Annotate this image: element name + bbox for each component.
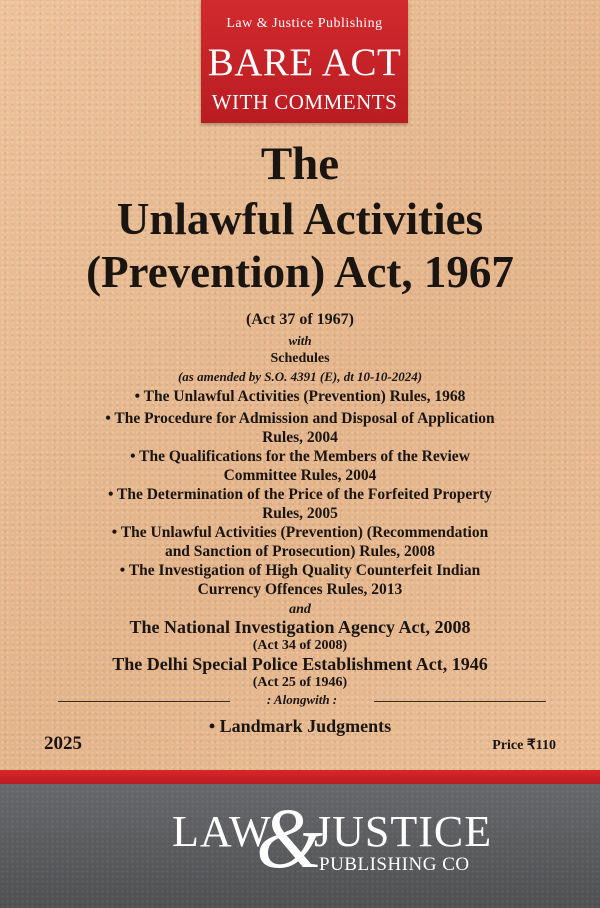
and-label: and (289, 602, 311, 617)
with-label: with (288, 333, 312, 348)
title-line-3: (Prevention) Act, 1967 (86, 247, 514, 297)
schedules-label: Schedules (270, 351, 330, 366)
divider-line-right (374, 701, 546, 702)
title-line-2: Unlawful Activities (116, 194, 484, 244)
landmark-judgments: • Landmark Judgments (208, 716, 392, 736)
banner-publisher: Law & Justice Publishing (226, 16, 383, 31)
banner-with-comments: WITH COMMENTS (211, 90, 398, 114)
rule-line: Committee Rules, 2004 (223, 467, 377, 484)
act-number: (Act 37 of 1967) (246, 311, 354, 328)
dspe-act-number: (Act 25 of 1946) (252, 675, 348, 690)
alongwith-label: : Alongwith : (266, 692, 338, 707)
rule-line: and Sanction of Prosecution) Rules, 2008 (164, 543, 436, 560)
dspe-act: The Delhi Special Police Establishment Act, 1946 (112, 654, 488, 674)
alongwith-divider (58, 692, 546, 710)
footer-red-stripe (0, 770, 600, 784)
rule-line: • The Procedure for Admission and Disposal of Application (105, 410, 495, 427)
amended-note: (as amended by S.O. 4391 (E), dt 10-10-2024) (177, 369, 423, 384)
logo-law: LAW (172, 807, 272, 856)
rule-line: Rules, 2005 (262, 505, 338, 522)
rule-line: Currency Offences Rules, 2013 (197, 581, 403, 598)
publisher-logo (0, 784, 600, 908)
rule-line: • The Unlawful Activities (Prevention) (Recommendation (111, 524, 489, 541)
rule-line: • The Unlawful Activities (Prevention) Rules, 1968 (134, 388, 466, 405)
logo-publishing-co: PUBLISHING CO (319, 854, 470, 875)
rule-line: • The Qualifications for the Members of the Review (130, 448, 470, 465)
title-line-1: The (260, 138, 340, 190)
rule-line: • The Investigation of High Quality Counterfeit Indian (119, 562, 481, 579)
price-label: Price ₹110 (492, 738, 556, 753)
nia-act: The National Investigation Agency Act, 2008 (129, 617, 471, 637)
publisher-banner (201, 0, 408, 123)
nia-act-number: (Act 34 of 2008) (252, 638, 348, 653)
banner-bare-act: BARE ACT (207, 41, 402, 84)
logo-justice: JUSTICE (314, 807, 493, 856)
logo-ampersand: & (256, 790, 323, 886)
edition-year: 2025 (44, 733, 82, 754)
rule-line: Rules, 2004 (262, 429, 338, 446)
rule-line: • The Determination of the Price of the Forfeited Property (107, 486, 493, 503)
